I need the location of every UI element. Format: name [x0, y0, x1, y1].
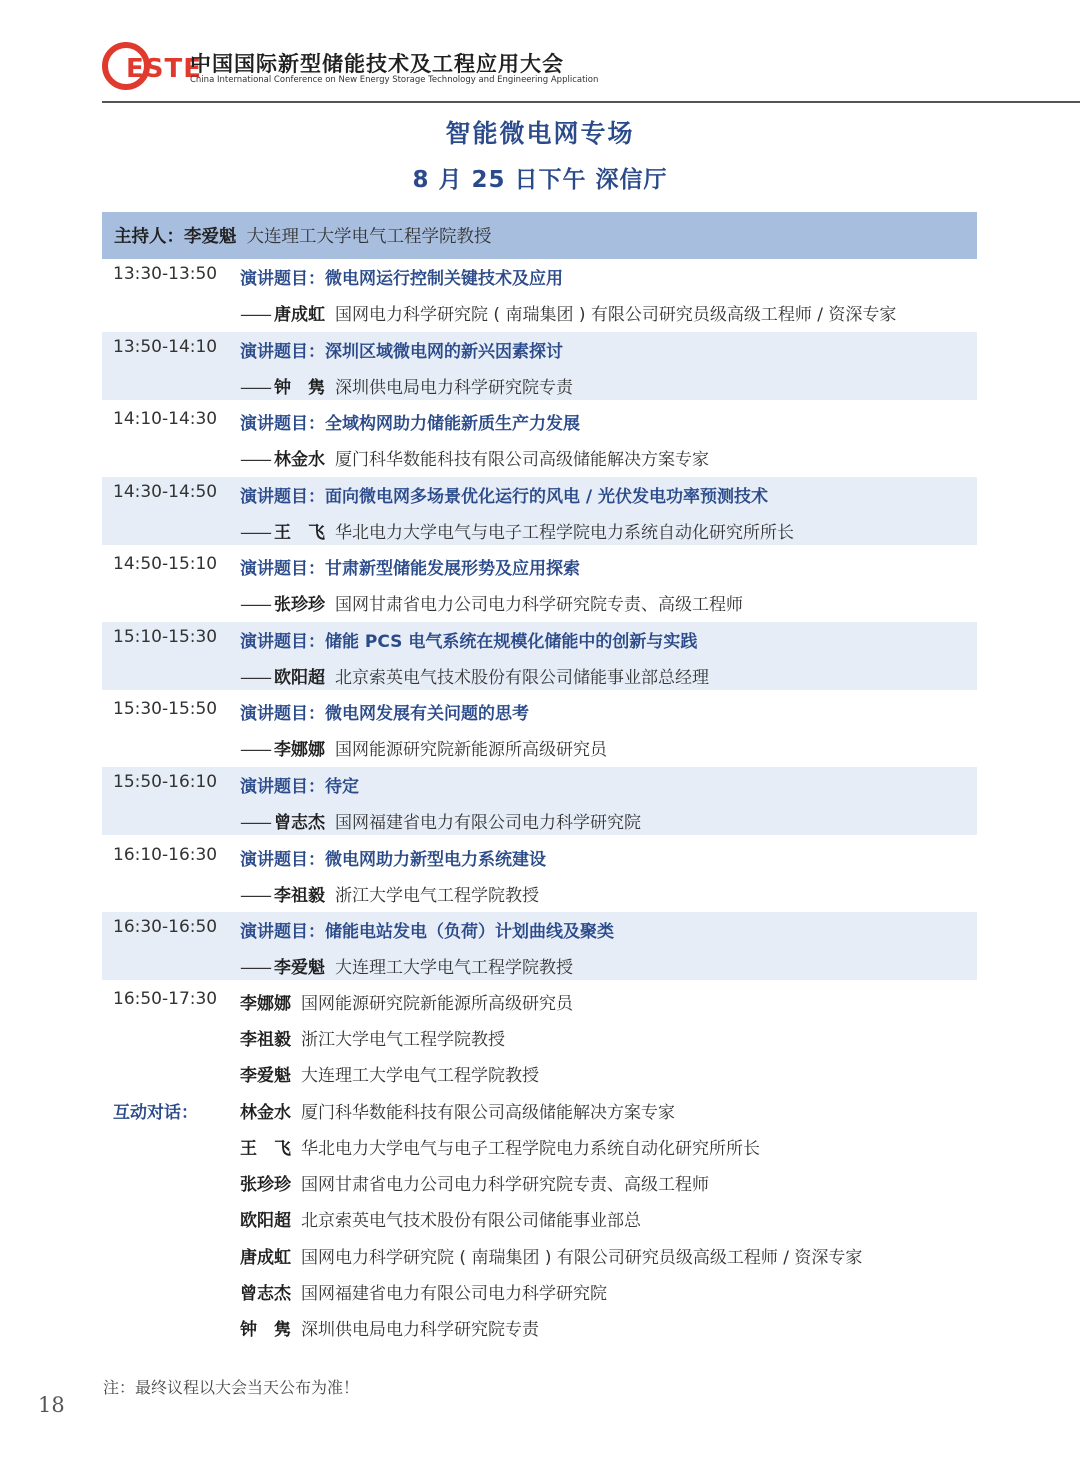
dash: —— — [240, 305, 270, 325]
talk-speaker-line — [240, 373, 573, 398]
talk-speaker-line — [240, 300, 896, 325]
footnote: 注：最终议程以大会当天公布为准！ — [103, 1378, 360, 1397]
panel-member — [240, 1315, 539, 1340]
panel-member-org: 浙江大学电气工程学院教授 — [301, 1030, 505, 1050]
talk-topic: 演讲题目：储能 PCS 电气系统在规模化储能中的创新与实践 — [240, 632, 698, 652]
talk-topic: 演讲题目：待定 — [240, 777, 359, 797]
talk-speaker-line — [240, 881, 539, 906]
session-title: 智能微电网专场 — [445, 119, 635, 148]
panel-member — [240, 1134, 760, 1159]
speaker-name: 李爱魁 — [274, 958, 325, 978]
panel-member — [240, 989, 573, 1014]
talk-time: 13:50-14:10 — [113, 337, 218, 357]
dash: —— — [240, 740, 270, 760]
speaker-org: 国网福建省电力有限公司电力科学研究院 — [335, 813, 641, 833]
speaker-name: 张珍珍 — [274, 595, 325, 615]
talk-time: 13:30-13:50 — [113, 264, 218, 284]
panel-member — [240, 1025, 505, 1050]
talk-time: 15:10-15:30 — [113, 627, 218, 647]
host-name: 李爱魁 — [184, 227, 237, 247]
talk-speaker-line — [240, 808, 641, 833]
agenda-row — [102, 404, 977, 472]
speaker-org: 深圳供电局电力科学研究院专责 — [335, 378, 573, 398]
agenda-row — [102, 332, 977, 400]
panel-member — [240, 1098, 675, 1123]
speaker-name: 钟 隽 — [274, 378, 325, 398]
panel-member — [240, 1170, 709, 1195]
agenda-row — [102, 549, 977, 617]
panel-member — [240, 1061, 539, 1086]
agenda-row — [102, 912, 977, 980]
talk-speaker-line — [240, 518, 794, 543]
talk-time: 14:50-15:10 — [113, 554, 218, 574]
talk-time: 14:10-14:30 — [113, 409, 218, 429]
panel-member-name: 钟 隽 — [240, 1320, 291, 1340]
panel-member-name: 欧阳超 — [240, 1211, 291, 1231]
dash: —— — [240, 958, 270, 978]
talk-time: 14:30-14:50 — [113, 482, 218, 502]
speaker-org: 华北电力大学电气与电子工程学院电力系统自动化研究所所长 — [335, 523, 794, 543]
panel-member-org: 国网能源研究院新能源所高级研究员 — [301, 994, 573, 1014]
panel-member-org: 华北电力大学电气与电子工程学院电力系统自动化研究所所长 — [301, 1139, 760, 1159]
speaker-org: 国网能源研究院新能源所高级研究员 — [335, 740, 607, 760]
talk-topic: 演讲题目：面向微电网多场景优化运行的风电 / 光伏发电功率预测技术 — [240, 487, 769, 507]
conference-header — [102, 40, 1080, 102]
host-label: 主持人： — [114, 227, 184, 247]
speaker-org: 国网甘肃省电力公司电力科学研究院专责、高级工程师 — [335, 595, 743, 615]
speaker-org: 国网电力科学研究院 ( 南瑞集团 ) 有限公司研究员级高级工程师 / 资深专家 — [335, 305, 897, 325]
talk-topic: 演讲题目：微电网运行控制关键技术及应用 — [240, 269, 563, 289]
talk-speaker-line — [240, 590, 743, 615]
panel-member-org: 北京索英电气技术股份有限公司储能事业部总 — [301, 1211, 641, 1231]
agenda-row — [102, 840, 977, 908]
speaker-name: 曾志杰 — [274, 813, 325, 833]
dash: —— — [240, 523, 270, 543]
talk-topic: 演讲题目：全域构网助力储能新质生产力发展 — [240, 414, 580, 434]
panel-member — [240, 1279, 607, 1304]
talk-speaker-line — [240, 735, 607, 760]
talk-time: 16:30-16:50 — [113, 917, 218, 937]
speaker-name: 李祖毅 — [274, 886, 325, 906]
agenda-row — [102, 477, 977, 545]
talk-time: 15:30-15:50 — [113, 699, 218, 719]
panel-member-org: 国网福建省电力有限公司电力科学研究院 — [301, 1284, 607, 1304]
speaker-name: 李娜娜 — [274, 740, 325, 760]
speaker-org: 浙江大学电气工程学院教授 — [335, 886, 539, 906]
conference-name-cn: 中国国际新型储能技术及工程应用大会 — [190, 52, 564, 76]
dash: —— — [240, 378, 270, 398]
talk-time: 15:50-16:10 — [113, 772, 218, 792]
session-datetime: 8 月 25 日下午 深信厅 — [412, 167, 668, 193]
page-number: 18 — [38, 1393, 65, 1417]
talk-topic: 演讲题目：微电网发展有关问题的思考 — [240, 704, 529, 724]
panel-member-org: 厦门科华数能科技有限公司高级储能解决方案专家 — [301, 1103, 675, 1123]
panel-member-name: 林金水 — [240, 1103, 291, 1123]
logo-text: ESTE — [126, 54, 202, 84]
speaker-org: 厦门科华数能科技有限公司高级储能解决方案专家 — [335, 450, 709, 470]
panel-member-name: 李娜娜 — [240, 994, 291, 1014]
talk-speaker-line — [240, 445, 709, 470]
panel-member — [240, 1206, 641, 1231]
talk-topic: 演讲题目：深圳区域微电网的新兴因素探讨 — [240, 342, 563, 362]
panel-member-org: 大连理工大学电气工程学院教授 — [301, 1066, 539, 1086]
speaker-org: 北京索英电气技术股份有限公司储能事业部总经理 — [335, 668, 709, 688]
speaker-org: 大连理工大学电气工程学院教授 — [335, 958, 573, 978]
talk-speaker-line — [240, 953, 573, 978]
dash: —— — [240, 595, 270, 615]
panel-label: 互动对话： — [113, 1103, 198, 1123]
talk-topic: 演讲题目：微电网助力新型电力系统建设 — [240, 850, 546, 870]
panel-member-name: 李爱魁 — [240, 1066, 291, 1086]
speaker-name: 唐成虹 — [274, 305, 325, 325]
agenda-row — [102, 694, 977, 762]
host-bar — [102, 212, 977, 259]
speaker-name: 王 飞 — [274, 523, 325, 543]
panel-member-org: 国网电力科学研究院 ( 南瑞集团 ) 有限公司研究员级高级工程师 / 资深专家 — [301, 1248, 863, 1268]
panel-member-name: 曾志杰 — [240, 1284, 291, 1304]
panel-member-name: 张珍珍 — [240, 1175, 291, 1195]
speaker-name: 林金水 — [274, 450, 325, 470]
talk-topic: 演讲题目：储能电站发电（负荷）计划曲线及聚类 — [240, 922, 614, 942]
panel-member-name: 唐成虹 — [240, 1248, 291, 1268]
panel-time: 16:50-17:30 — [113, 989, 218, 1009]
host-org: 大连理工大学电气工程学院教授 — [246, 227, 492, 247]
agenda-row — [102, 622, 977, 690]
panel-member-org: 深圳供电局电力科学研究院专责 — [301, 1320, 539, 1340]
dash: —— — [240, 886, 270, 906]
dash: —— — [240, 450, 270, 470]
talk-speaker-line — [240, 663, 709, 688]
talk-time: 16:10-16:30 — [113, 845, 218, 865]
dash: —— — [240, 813, 270, 833]
header-divider — [102, 101, 1080, 103]
agenda-row — [102, 767, 977, 835]
panel-member-org: 国网甘肃省电力公司电力科学研究院专责、高级工程师 — [301, 1175, 709, 1195]
dash: —— — [240, 668, 270, 688]
speaker-name: 欧阳超 — [274, 668, 325, 688]
panel-member-name: 王 飞 — [240, 1139, 291, 1159]
panel-member — [240, 1243, 862, 1268]
talk-topic: 演讲题目：甘肃新型储能发展形势及应用探索 — [240, 559, 580, 579]
conference-name-en: China International Conference on New Energy Storage Technology and Engineering Application — [190, 75, 599, 85]
panel-member-name: 李祖毅 — [240, 1030, 291, 1050]
agenda-row — [102, 259, 977, 327]
